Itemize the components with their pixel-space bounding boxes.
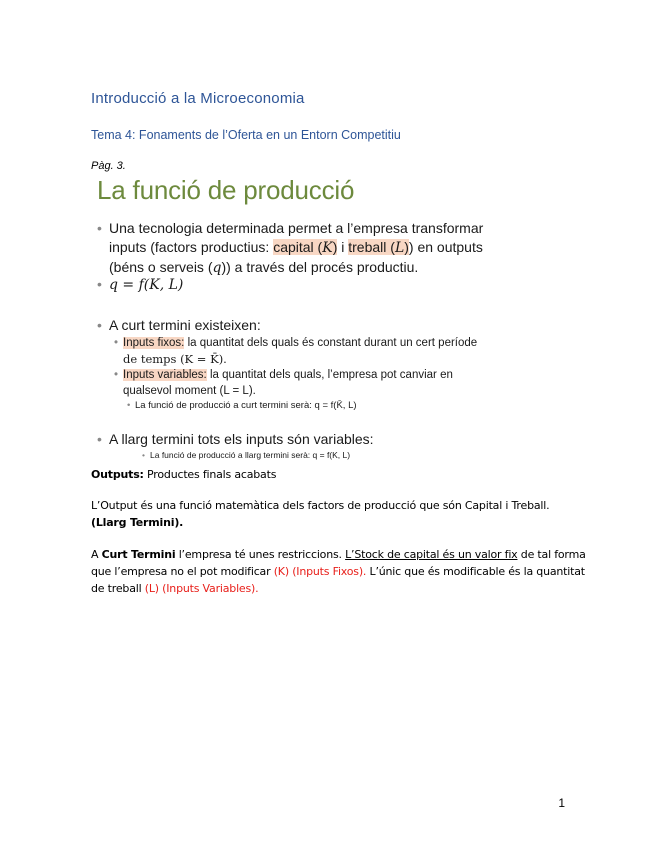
note-line — [91, 580, 586, 597]
bullet-text: La funció de producció a curt termini serà: q = f(K̄, L) — [135, 400, 357, 411]
document-subtitle: Tema 4: Fonaments de l’Oferta en un Entorn Competitiu — [91, 128, 401, 142]
bullet-text: la quantitat dels quals és constant durant un cert període — [184, 337, 478, 349]
note-text: de treball — [91, 582, 145, 595]
note-text: A — [91, 548, 102, 561]
bullet-dot-icon: • — [97, 220, 102, 236]
note-label: Outputs: — [91, 468, 144, 481]
bullet-dot-icon: • — [127, 400, 131, 411]
bullet-text: i — [337, 239, 349, 255]
note-line: L’Output és una funció matemàtica dels factors de producció que són Capital i Treball. — [91, 499, 550, 512]
note-text: de tal forma — [517, 548, 586, 561]
highlight-variable-inputs: Inputs variables: — [123, 369, 207, 381]
bullet-text: A llarg termini tots els inputs són variables: — [109, 431, 374, 447]
bullet-dot-icon: • — [142, 450, 145, 460]
note-outputs — [91, 466, 276, 483]
math-symbol: L — [394, 240, 405, 256]
sub-bullet-variable-inputs — [114, 367, 453, 399]
math-symbol: q — [212, 260, 222, 276]
highlight-text: ) — [332, 239, 338, 255]
slide-bullet-formula — [97, 275, 184, 295]
sub-sub-bullet-short-term-function — [127, 399, 357, 412]
bullet-line — [123, 367, 453, 383]
note-bold: Curt Termini — [101, 548, 176, 561]
bullet-text: A curt termini existeixen: — [109, 317, 261, 333]
note-short-term — [91, 546, 586, 597]
bullet-text: inputs (factors productius: — [109, 239, 274, 255]
slide-bullet-short-term — [97, 316, 261, 335]
note-red: (L) (Inputs Variables). — [144, 582, 259, 595]
note-line: (Llarg Termini). — [91, 516, 184, 529]
note-output-function — [91, 497, 549, 531]
note-text: l’empresa té unes restriccions. — [175, 548, 346, 561]
highlight-text: treball ( — [348, 239, 395, 255]
bullet-dot-icon: • — [97, 317, 102, 333]
highlight-capital — [273, 239, 337, 255]
sub-bullet-long-term-function — [142, 449, 351, 462]
slide-bullet-technology — [97, 219, 484, 278]
bullet-text: )) a través del procés productiu. — [221, 259, 419, 275]
highlight-text: ) — [404, 239, 409, 255]
highlight-fixed-inputs: Inputs fixos: — [123, 337, 185, 349]
bullet-text: (béns o serveis ( — [109, 259, 213, 275]
bullet-dot-icon: • — [114, 337, 119, 349]
bullet-dot-icon: • — [114, 369, 119, 381]
bullet-dot-icon: • — [97, 276, 102, 292]
bullet-line: Una tecnologia determinada permet a l’empresa transformar — [109, 220, 484, 236]
note-text: Productes finals acabats — [143, 468, 277, 481]
slide-bullet-long-term — [97, 430, 374, 449]
bullet-line — [123, 335, 477, 351]
bullet-line — [109, 238, 483, 258]
document-title: Introducció a la Microeconomia — [91, 90, 305, 107]
bullet-text: La funció de producció a llarg termini serà: q = f(K, L) — [150, 450, 351, 460]
bullet-text: ) en outputs — [408, 239, 483, 255]
note-line — [91, 563, 586, 580]
note-text: L’únic que és modificable és la quantitat — [366, 565, 585, 578]
page-reference: Pàg. 3. — [91, 160, 126, 172]
bullet-line: de temps (K = K̄). — [123, 352, 227, 366]
bullet-text: la quantitat dels quals, l’empresa pot canviar en — [206, 369, 453, 381]
production-formula: q = f(K, L) — [109, 277, 184, 293]
highlight-treball — [348, 239, 409, 255]
math-symbol: K — [322, 240, 333, 256]
highlight-text: capital ( — [273, 239, 323, 255]
note-text: que l’empresa no el pot modificar — [91, 565, 274, 578]
page-number: 1 — [558, 796, 565, 810]
bullet-dot-icon: • — [97, 431, 102, 447]
note-line — [91, 546, 586, 563]
sub-bullet-fixed-inputs — [114, 335, 478, 367]
slide-title: La funció de producció — [97, 175, 355, 205]
note-red: (K) (Inputs Fixos). — [273, 565, 367, 578]
bullet-line: qualsevol moment (L = L). — [123, 385, 256, 397]
note-underlined: L’Stock de capital és un valor fix — [345, 548, 518, 561]
